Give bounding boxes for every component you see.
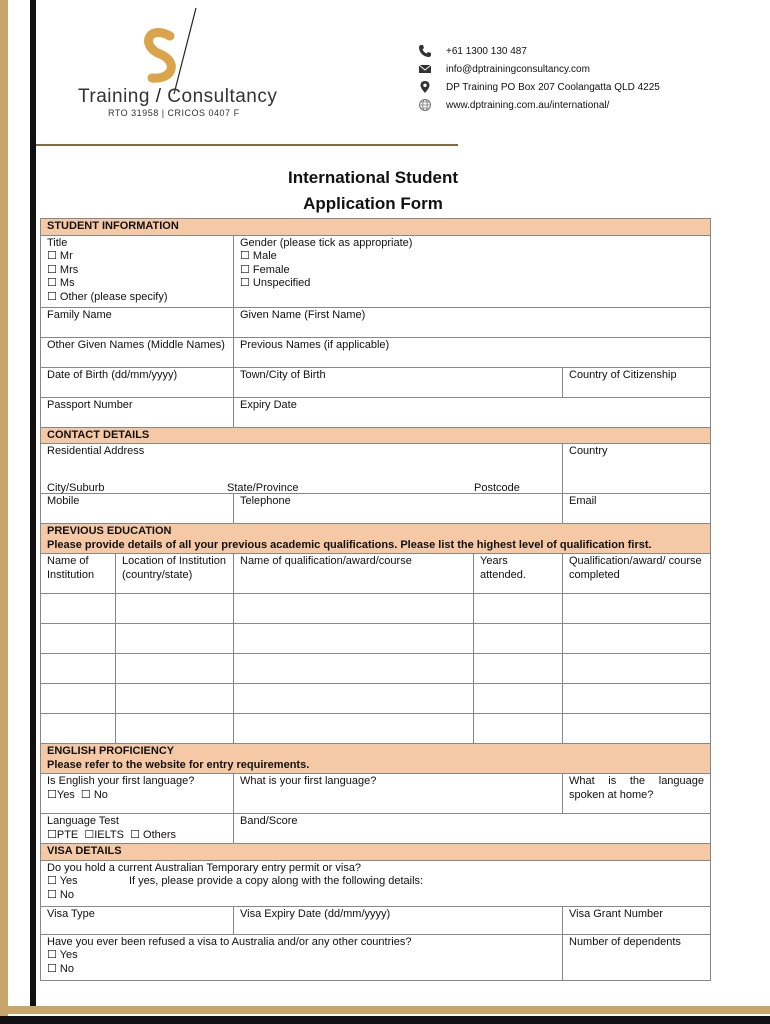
edu-cell[interactable] <box>563 594 711 624</box>
first-language-question[interactable] <box>41 774 234 814</box>
section-student-information: STUDENT INFORMATION <box>41 219 711 236</box>
edu-cell[interactable] <box>234 594 474 624</box>
visa-type-field[interactable]: Visa Type <box>41 906 234 934</box>
logo-line1: Training <box>78 86 150 107</box>
first-language-options[interactable]: ☐Yes ☐ No <box>47 788 108 801</box>
edu-cell[interactable] <box>41 624 116 654</box>
contact-phone <box>418 42 527 60</box>
col-institution: Name of Institution <box>41 554 116 594</box>
language-test-options[interactable]: ☐PTE ☐IELTS ☐ Others <box>47 828 177 841</box>
edu-cell[interactable] <box>116 654 234 684</box>
section-visa-details: VISA DETAILS <box>41 844 711 861</box>
title-option-mr[interactable]: ☐ Mr <box>47 250 73 262</box>
contact-text: www.dptraining.com.au/international/ <box>446 99 610 111</box>
edu-cell[interactable] <box>234 654 474 684</box>
education-heading: PREVIOUS EDUCATION <box>47 525 172 537</box>
edu-cell[interactable] <box>563 624 711 654</box>
visa-refused-no[interactable]: ☐ No <box>47 962 74 975</box>
visa-refused-yes[interactable]: ☐ Yes <box>47 949 78 961</box>
address-field[interactable] <box>41 444 563 494</box>
gender-option-male[interactable]: ☐ Male <box>240 250 277 262</box>
home-language-field[interactable]: What is the language spoken at home? <box>563 774 711 814</box>
passport-expiry-field[interactable]: Expiry Date <box>234 397 711 427</box>
edu-cell[interactable] <box>563 654 711 684</box>
visa-hold-no[interactable]: ☐ No <box>47 888 74 901</box>
title-option-other[interactable]: ☐ Other (please specify) <box>47 290 168 303</box>
logo-mark-icon <box>78 6 268 96</box>
postcode-label: Postcode <box>474 482 520 494</box>
visa-grant-field[interactable]: Visa Grant Number <box>563 906 711 934</box>
edu-cell[interactable] <box>41 684 116 714</box>
english-instruction: Please refer to the website for entry requirements. <box>47 758 310 771</box>
previous-names-field[interactable]: Previous Names (if applicable) <box>234 337 711 367</box>
other-names-field[interactable]: Other Given Names (Middle Names) <box>41 337 234 367</box>
family-name-field[interactable]: Family Name <box>41 307 234 337</box>
gender-label: Gender (please tick as appropriate) <box>240 236 413 249</box>
contact-text: info@dptrainingconsultancy.com <box>446 63 590 75</box>
citizenship-field[interactable]: Country of Citizenship <box>563 367 711 397</box>
edu-cell[interactable] <box>474 714 563 744</box>
dob-field[interactable]: Date of Birth (dd/mm/yyyy) <box>41 367 234 397</box>
telephone-field[interactable]: Telephone <box>234 494 563 524</box>
bottom-gold-bar <box>0 1006 770 1014</box>
left-gold-bar <box>0 0 8 1024</box>
section-english-proficiency <box>41 744 711 774</box>
form-title-line2: Application Form <box>303 194 443 213</box>
contact-email <box>418 60 590 78</box>
mobile-field[interactable]: Mobile <box>41 494 234 524</box>
logo-sub: RTO 31958 | CRICOS 0407 F <box>108 108 240 118</box>
edu-cell[interactable] <box>41 654 116 684</box>
edu-cell[interactable] <box>563 714 711 744</box>
visa-hold-question[interactable] <box>41 860 711 906</box>
gender-option-unspecified[interactable]: ☐ Unspecified <box>240 277 311 289</box>
gender-field[interactable] <box>234 235 711 307</box>
col-years: Years attended. <box>474 554 563 594</box>
band-score-field[interactable]: Band/Score <box>234 814 711 844</box>
col-location: Location of Institution (country/state) <box>116 554 234 594</box>
visa-refused-label: Have you ever been refused a visa to Australia and/or any other countries? <box>47 935 412 948</box>
town-of-birth-field[interactable]: Town/City of Birth <box>234 367 563 397</box>
title-option-ms[interactable]: ☐ Ms <box>47 277 75 289</box>
title-option-mrs[interactable]: ☐ Mrs <box>47 263 79 276</box>
visa-hold-yes[interactable]: ☐ Yes <box>47 875 78 887</box>
edu-cell[interactable] <box>41 714 116 744</box>
email-icon <box>418 62 432 76</box>
edu-cell[interactable] <box>474 624 563 654</box>
edu-cell[interactable] <box>116 594 234 624</box>
language-test-label: Language Test <box>47 815 119 827</box>
edu-cell[interactable] <box>116 684 234 714</box>
form-title-line1: International Student <box>288 168 458 187</box>
contact-text: DP Training PO Box 207 Coolangatta QLD 4225 <box>446 81 660 93</box>
contact-web <box>418 96 609 114</box>
globe-icon <box>418 98 432 112</box>
edu-cell[interactable] <box>234 684 474 714</box>
phone-icon <box>418 44 432 58</box>
logo: Training / Consultancy RTO 31958 | CRICOS 0407 F <box>78 6 268 126</box>
visa-hold-label: Do you hold a current Australian Temporary entry permit or visa? <box>47 861 362 874</box>
visa-if-yes-note: If yes, please provide a copy along with the following details: <box>129 875 424 887</box>
visa-refused-question[interactable] <box>41 934 563 980</box>
dependents-field[interactable]: Number of dependents <box>563 934 711 980</box>
bottom-black-bar <box>0 1016 770 1024</box>
location-icon <box>418 80 432 94</box>
edu-cell[interactable] <box>563 684 711 714</box>
passport-number-field[interactable]: Passport Number <box>41 397 234 427</box>
edu-cell[interactable] <box>41 594 116 624</box>
section-contact-details: CONTACT DETAILS <box>41 427 711 444</box>
gender-option-female[interactable]: ☐ Female <box>240 263 290 276</box>
edu-cell[interactable] <box>474 594 563 624</box>
english-heading: ENGLISH PROFICIENCY <box>47 745 175 757</box>
edu-cell[interactable] <box>234 714 474 744</box>
contact-address <box>418 78 660 96</box>
address-label: Residential Address <box>47 445 145 457</box>
edu-cell[interactable] <box>116 624 234 654</box>
given-name-field[interactable]: Given Name (First Name) <box>234 307 711 337</box>
edu-cell[interactable] <box>474 654 563 684</box>
title-field[interactable] <box>41 235 234 307</box>
left-black-bar <box>30 0 36 1008</box>
section-previous-education <box>41 524 711 554</box>
title-label: Title <box>47 236 68 249</box>
education-instruction: Please provide details of all your previous academic qualifications. Please list the highest level of qualification first. <box>47 538 652 551</box>
first-language-label: Is English your first language? <box>47 775 195 787</box>
email-field[interactable]: Email <box>563 494 711 524</box>
header-rule <box>36 144 458 146</box>
contact-text: +61 1300 130 487 <box>446 45 527 57</box>
col-completed: Qualification/award/ course completed <box>563 554 711 594</box>
state-label: State/Province <box>227 482 299 494</box>
application-form <box>40 218 710 981</box>
col-qualification: Name of qualification/award/course <box>234 554 474 594</box>
language-test-field[interactable] <box>41 814 234 844</box>
country-field[interactable]: Country <box>563 444 711 494</box>
what-first-language-field[interactable]: What is your first language? <box>234 774 563 814</box>
logo-line2: Consultancy <box>167 86 278 107</box>
edu-cell[interactable] <box>234 624 474 654</box>
edu-cell[interactable] <box>116 714 234 744</box>
edu-cell[interactable] <box>474 684 563 714</box>
city-label: City/Suburb <box>47 482 105 494</box>
visa-expiry-field[interactable]: Visa Expiry Date (dd/mm/yyyy) <box>234 906 563 934</box>
